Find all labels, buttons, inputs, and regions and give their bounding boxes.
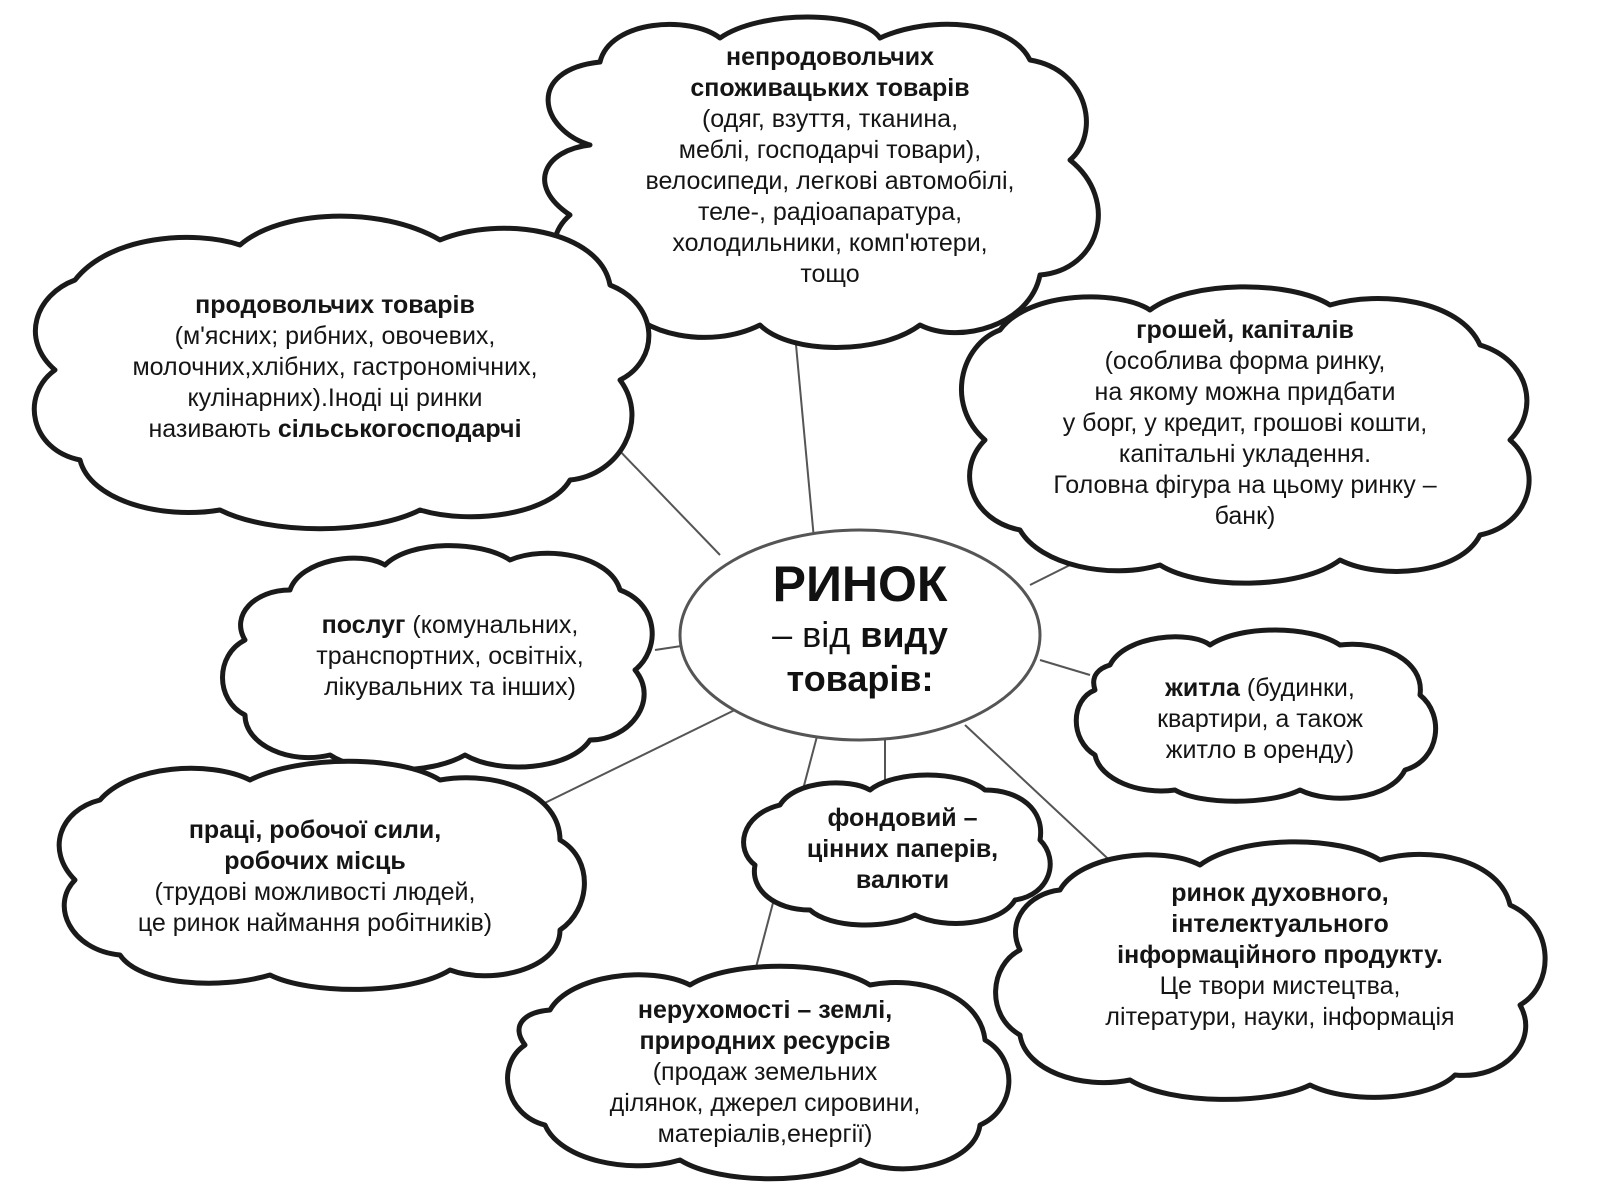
food-last-bold: сільськогосподарчі: [277, 415, 522, 443]
intellectual-line: літератури, науки, інформація: [1105, 1003, 1455, 1031]
services-text: [245, 610, 655, 703]
intellectual-title-3: інформаційного продукту.: [1117, 941, 1443, 969]
nonfood-text: [570, 42, 1090, 290]
housing-line1-rest: (будинки,: [1246, 674, 1355, 702]
nonfood-line: теле-, радіоапаратура,: [697, 198, 963, 226]
realestate-title-2: природних ресурсів: [639, 1027, 891, 1055]
stock-text: [760, 803, 1045, 896]
housing-line: житло в оренду): [1165, 736, 1355, 764]
intellectual-line: Це твори мистецтва,: [1159, 972, 1401, 1000]
intellectual-title-2: інтелектуального: [1171, 910, 1389, 938]
services-line: транспортних, освітніх,: [316, 642, 584, 670]
services-line1-rest: (комунальних,: [412, 611, 579, 639]
money-title: грошей, капіталів: [1136, 316, 1354, 344]
intellectual-text: [1015, 878, 1545, 1033]
intellectual-title-1: ринок духовного,: [1171, 879, 1389, 907]
center-subtitle: [690, 613, 1030, 657]
stock-line: фондовий –: [827, 804, 978, 832]
housing-title: житла: [1165, 674, 1240, 702]
nonfood-title-1: непродовольчих: [726, 43, 934, 71]
housing-text: [1090, 673, 1430, 766]
realestate-line: матеріалів,енергії): [657, 1120, 873, 1148]
nonfood-title-2: споживацьких товарів: [690, 74, 970, 102]
money-line: капітальні укладення.: [1118, 440, 1372, 468]
realestate-line: ділянок, джерел сировини,: [609, 1089, 921, 1117]
services-title: послуг: [321, 611, 406, 639]
nonfood-line: велосипеди, легкові автомобілі,: [645, 167, 1015, 195]
services-line-1: [245, 610, 655, 641]
labor-title-1: праці, робочої сили,: [188, 816, 442, 844]
connector-housing: [1040, 660, 1090, 675]
money-text: [965, 315, 1525, 532]
labor-text: [60, 815, 570, 939]
center-title: РИНОК: [772, 556, 948, 612]
labor-title-2: робочих місць: [224, 847, 406, 875]
food-last-prefix: називають: [148, 415, 271, 443]
money-line: на якому можна придбати: [1094, 378, 1396, 406]
center-sub-line3: товарів:: [786, 658, 934, 699]
housing-line-1: [1090, 673, 1430, 704]
center-sub-prefix: – від: [772, 614, 851, 655]
labor-line: (трудові можливості людей,: [154, 878, 476, 906]
money-line: (особлива форма ринку,: [1104, 347, 1386, 375]
housing-line: квартири, а також: [1157, 705, 1363, 733]
realestate-line: (продаж земельних: [652, 1058, 878, 1086]
nonfood-line: холодильники, комп'ютери,: [672, 229, 988, 257]
stock-line: цінних паперів,: [806, 835, 999, 863]
center-sub-bold: виду: [860, 614, 948, 655]
center-label: [690, 555, 1030, 701]
food-line: молочних,хлібних, гастрономічних,: [132, 353, 538, 381]
food-line: кулінарних).Іноді ці ринки: [187, 384, 483, 412]
services-line: лікувальних та інших): [324, 673, 576, 701]
realestate-text: [520, 995, 1010, 1150]
food-text: [45, 290, 625, 445]
money-line: банк): [1214, 502, 1276, 530]
nonfood-line: тощо: [800, 260, 860, 288]
money-line: Головна фігура на цьому ринку –: [1053, 471, 1437, 499]
realestate-title-1: нерухомості – землі,: [637, 996, 893, 1024]
food-title: продовольчих товарів: [195, 291, 475, 319]
stock-line: валюти: [855, 866, 950, 894]
nonfood-line: меблі, господарчі товари),: [678, 136, 982, 164]
labor-line: це ринок наймання робітників): [137, 909, 493, 937]
food-line: (м'ясних; рибних, овочевих,: [174, 322, 496, 350]
nonfood-line: (одяг, взуття, тканина,: [701, 105, 959, 133]
food-line-last: [45, 414, 625, 445]
money-line: у борг, у кредит, грошові кошти,: [1062, 409, 1428, 437]
